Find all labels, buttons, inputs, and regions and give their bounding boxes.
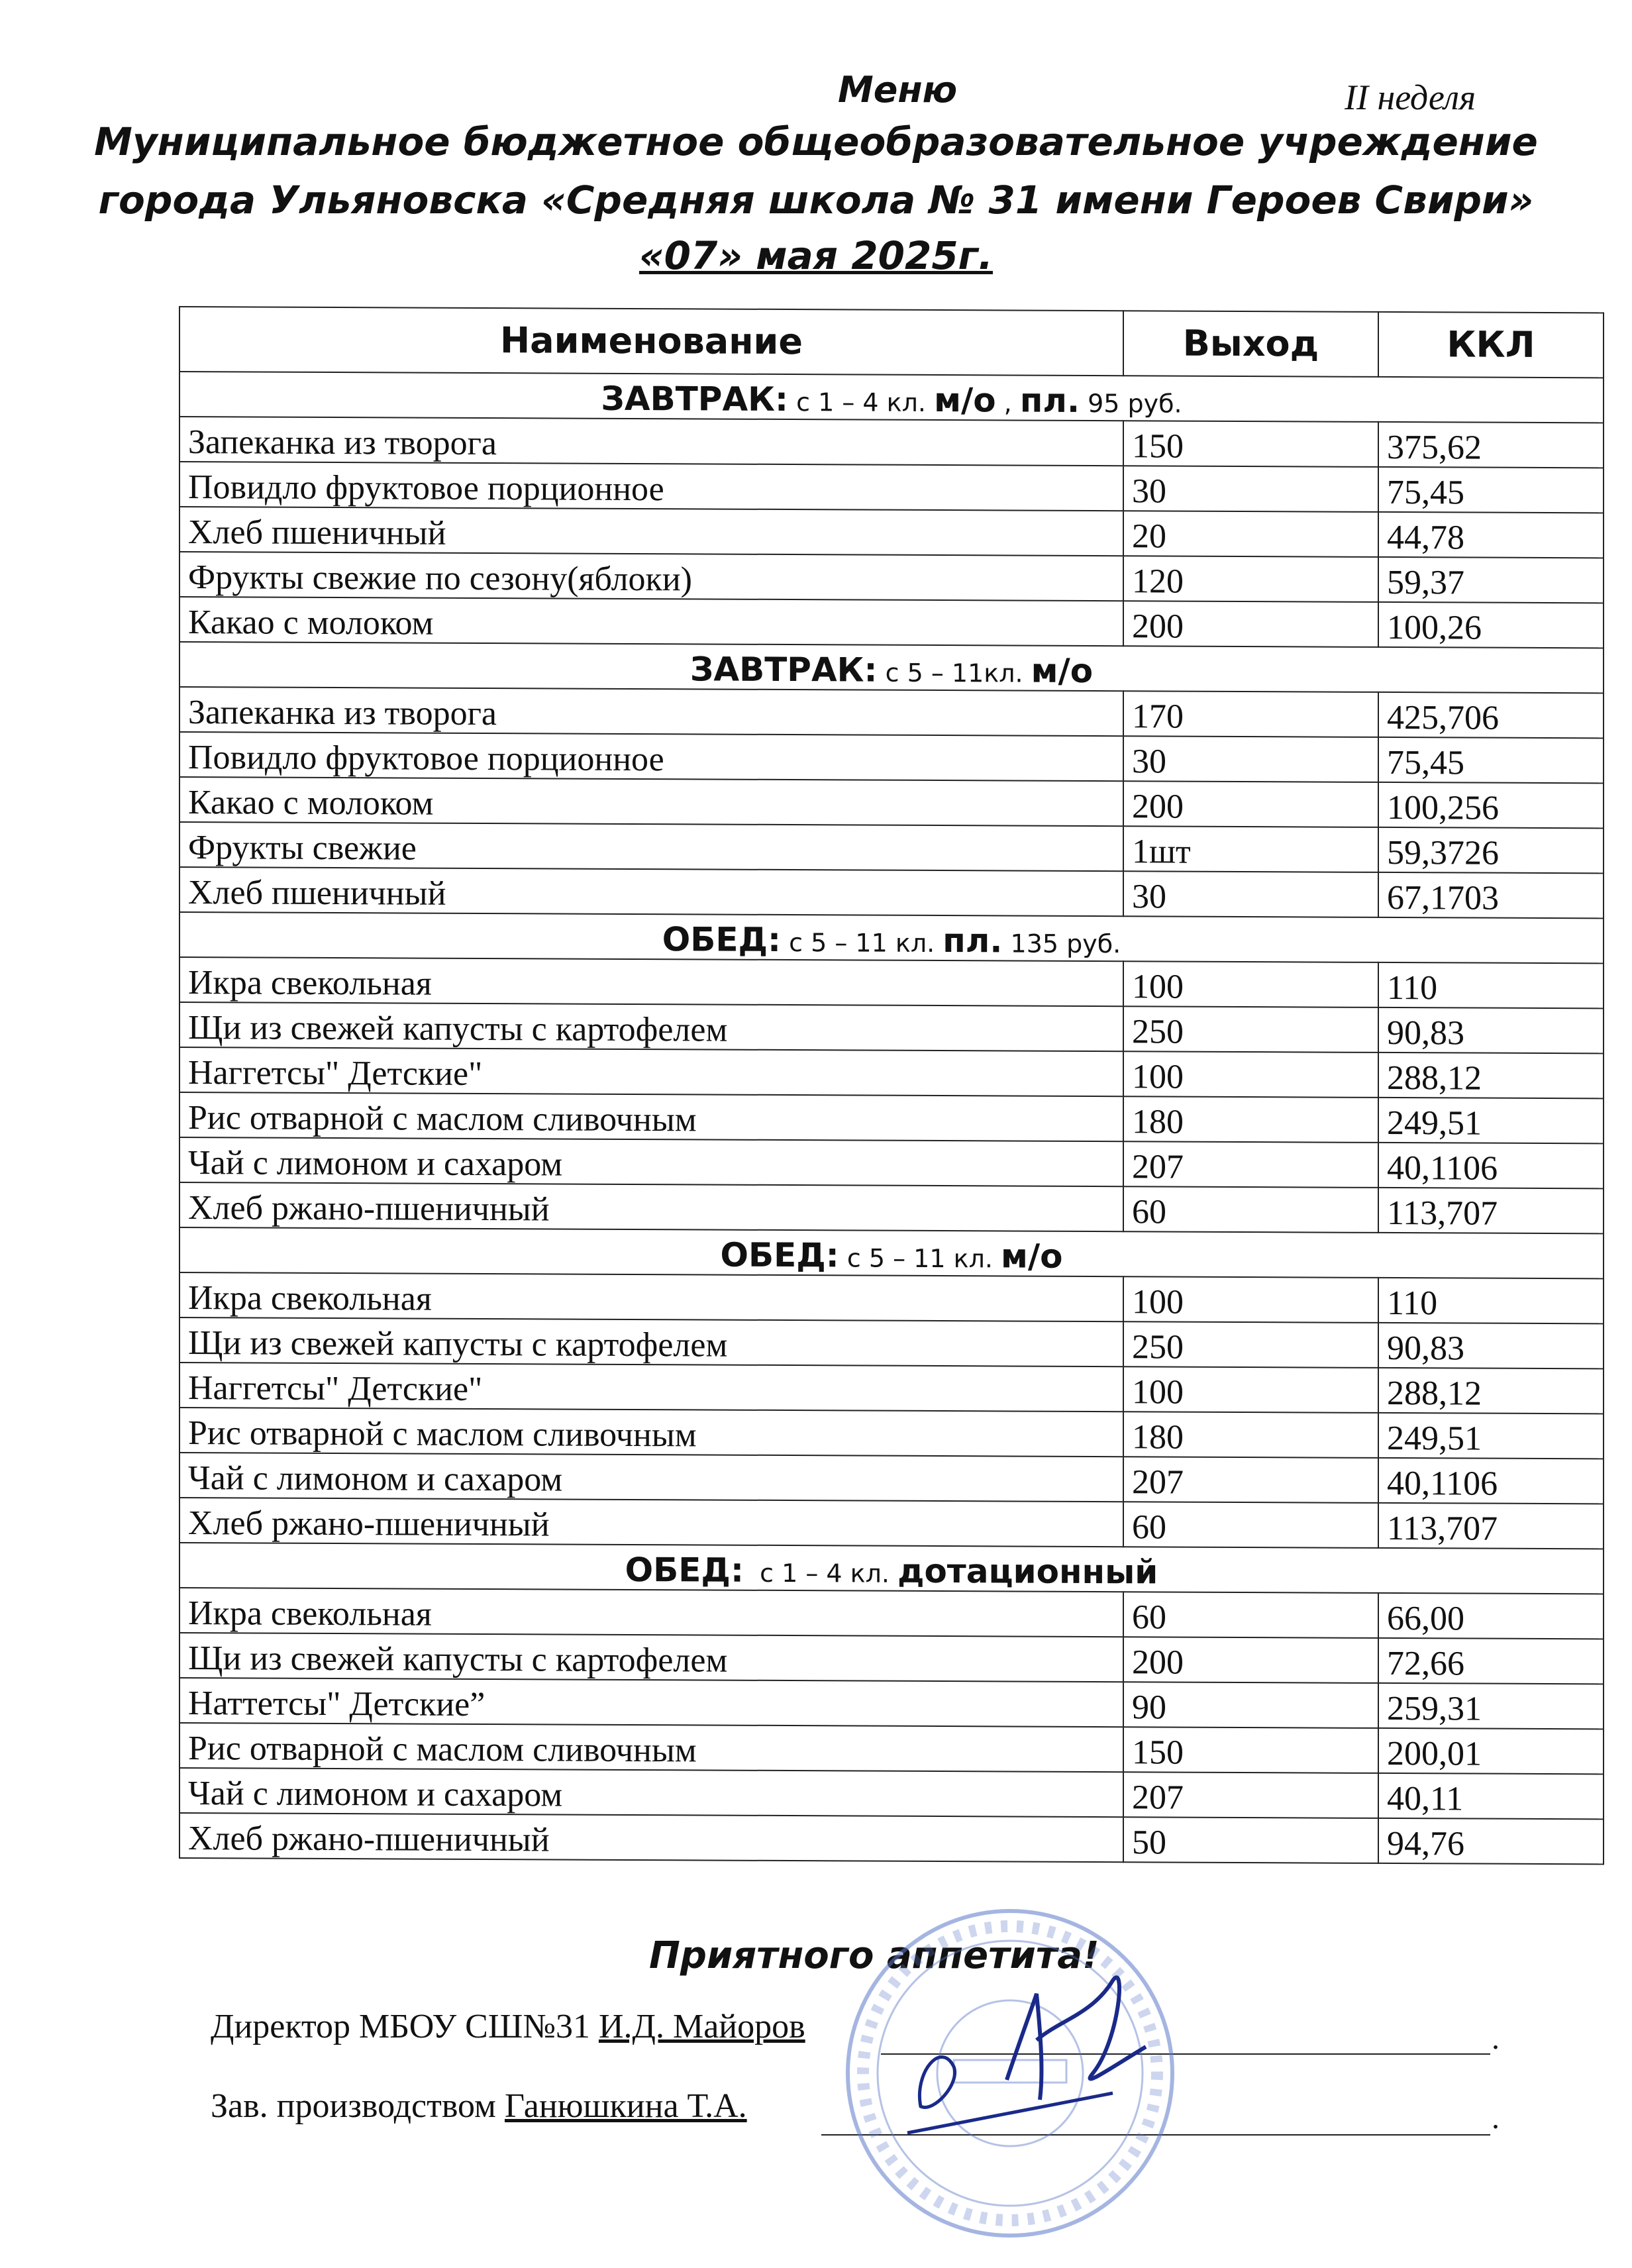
section-label: ЗАВТРАК: [601, 379, 789, 419]
menu-item-row [179, 1453, 1604, 1504]
column-header-output: Выход [1123, 311, 1378, 377]
section-meal-type-2: пл. [1019, 381, 1080, 420]
dish-name: Наггетсы" Детские" [179, 1363, 1123, 1412]
dish-output: 200 [1123, 781, 1378, 827]
section-label: ЗАВТРАК: [689, 650, 878, 690]
dish-kcal: 90,83 [1378, 1007, 1604, 1053]
section-price: 95 руб. [1079, 388, 1182, 419]
column-header-name: Наименование [179, 307, 1123, 376]
dish-output: 60 [1123, 1502, 1378, 1548]
dish-kcal: 72,66 [1378, 1638, 1604, 1684]
dish-name: Икра свекольная [179, 957, 1123, 1006]
section-header-row [179, 912, 1604, 963]
dish-kcal: 44,78 [1378, 512, 1604, 558]
dish-kcal: 59,3726 [1378, 827, 1604, 873]
dish-name: Какао с молоком [179, 597, 1123, 646]
dish-name: Запеканка из творога [179, 687, 1123, 736]
organization-line-1: Муниципальное бюджетное общеобразовательное учреждение [94, 119, 1538, 164]
dish-name: Щи из свежей капусты с картофелем [179, 1317, 1123, 1366]
dish-output: 207 [1123, 1772, 1378, 1818]
dish-name: Наттетсы" Детские” [179, 1678, 1123, 1727]
section-classes: с 5 – 11кл. [877, 658, 1031, 688]
dish-name: Хлеб ржано-пшеничный [179, 1498, 1123, 1547]
dish-name: Рис отварной с маслом сливочным [179, 1408, 1123, 1457]
table-header-row [179, 307, 1604, 378]
section-classes: с 1 – 4 кл. [788, 387, 935, 417]
dish-kcal: 40,1106 [1378, 1143, 1604, 1188]
section-label: ОБЕД: [720, 1235, 839, 1275]
menu-item-row [179, 1813, 1604, 1864]
dish-kcal: 113,707 [1378, 1503, 1604, 1549]
menu-item-row [179, 687, 1604, 738]
column-header-kcal: ККЛ [1378, 312, 1604, 378]
dish-name: Хлеб ржано-пшеничный [179, 1813, 1123, 1862]
section-header [179, 1543, 1604, 1594]
dish-kcal: 113,707 [1378, 1188, 1604, 1233]
menu-item-row [179, 597, 1604, 648]
dish-name: Икра свекольная [179, 1272, 1123, 1321]
menu-item-row [179, 1588, 1604, 1639]
dish-output: 100 [1123, 1366, 1378, 1413]
dish-name: Фрукты свежие по сезону(яблоки) [179, 552, 1123, 601]
menu-item-row [179, 1498, 1604, 1549]
section-header [179, 642, 1604, 693]
dish-output: 250 [1123, 1321, 1378, 1368]
section-classes: с 5 – 11 кл. [839, 1243, 1001, 1274]
menu-item-row [179, 957, 1604, 1008]
section-header [179, 912, 1604, 963]
organization-line-2: города Ульяновска «Средняя школа № 31 имени Героев Свири» [98, 178, 1534, 223]
menu-item-row [179, 552, 1604, 603]
dish-name: Рис отварной с маслом сливочным [179, 1723, 1123, 1772]
menu-item-row [179, 1137, 1604, 1188]
menu-item-row [179, 777, 1604, 828]
dish-kcal: 75,45 [1378, 737, 1604, 783]
section-meal-type: м/о [1031, 651, 1094, 690]
dish-kcal: 67,1703 [1378, 872, 1604, 918]
menu-item-row [179, 1408, 1604, 1459]
dish-kcal: 66,00 [1378, 1593, 1604, 1639]
director-signature-line [211, 2007, 805, 2046]
menu-item-row [179, 1047, 1604, 1098]
section-label: ОБЕД: [625, 1550, 744, 1590]
section-classes: с 1 – 4 кл. [743, 1558, 898, 1588]
director-name: И.Д. Майоров [598, 2008, 805, 2045]
dish-name: Икра свекольная [179, 1588, 1123, 1637]
dish-kcal: 59,37 [1378, 557, 1604, 603]
closing-wish: Приятного аппетита! [649, 1934, 1099, 1977]
dish-output: 150 [1123, 421, 1378, 467]
dish-kcal: 288,12 [1378, 1053, 1604, 1098]
dish-kcal: 90,83 [1378, 1323, 1604, 1368]
dish-output: 200 [1123, 601, 1378, 647]
dish-kcal: 259,31 [1378, 1683, 1604, 1729]
dish-name: Чай с лимоном и сахаром [179, 1137, 1123, 1186]
dish-name: Хлеб ржано-пшеничный [179, 1182, 1123, 1231]
section-meal-type: пл. [943, 921, 1003, 960]
dish-name: Запеканка из творога [179, 417, 1123, 466]
dish-kcal: 288,12 [1378, 1368, 1604, 1414]
manager-name: Ганюшкина Т.А. [504, 2087, 747, 2125]
menu-item-row [179, 1317, 1604, 1368]
dish-name: Какао с молоком [179, 777, 1123, 826]
menu-table-body [179, 372, 1604, 1864]
dish-output: 50 [1123, 1817, 1378, 1863]
section-header-row [179, 1227, 1604, 1278]
week-label: II неделя [1345, 77, 1476, 117]
section-header-row [179, 1543, 1604, 1594]
dish-output: 150 [1123, 1727, 1378, 1773]
manager-line-end: . [1492, 2100, 1500, 2136]
menu-date: «07» мая 2025г. [638, 233, 994, 278]
section-classes: с 5 – 11 кл. [781, 927, 943, 958]
dish-name: Повидло фруктовое порционное [179, 462, 1123, 511]
menu-item-row [179, 1363, 1604, 1414]
menu-item-row [179, 732, 1604, 783]
dish-kcal: 75,45 [1378, 467, 1604, 513]
dish-output: 1шт [1123, 826, 1378, 872]
menu-item-row [179, 1678, 1604, 1729]
dish-kcal: 425,706 [1378, 692, 1604, 738]
section-meal-type: м/о [934, 380, 996, 420]
manager-signature-line [211, 2087, 747, 2126]
dish-kcal: 110 [1378, 1278, 1604, 1323]
dish-output: 30 [1123, 871, 1378, 917]
dish-output: 100 [1123, 1276, 1378, 1323]
menu-item-row [179, 417, 1604, 468]
dish-name: Чай с лимоном и сахаром [179, 1768, 1123, 1817]
dish-name: Щи из свежей капусты с картофелем [179, 1002, 1123, 1051]
dish-kcal: 110 [1378, 962, 1604, 1008]
menu-item-row [179, 867, 1604, 918]
dish-output: 170 [1123, 691, 1378, 737]
menu-item-row [179, 1633, 1604, 1684]
menu-item-row [179, 1768, 1604, 1819]
dish-kcal: 40,11 [1378, 1773, 1604, 1819]
dish-output: 120 [1123, 556, 1378, 602]
section-header [179, 372, 1604, 423]
section-header-row [179, 372, 1604, 423]
dish-output: 200 [1123, 1637, 1378, 1683]
dish-output: 100 [1123, 1051, 1378, 1098]
dish-kcal: 249,51 [1378, 1098, 1604, 1143]
dish-output: 207 [1123, 1141, 1378, 1188]
section-meal-type: м/о [1001, 1237, 1063, 1276]
dish-output: 20 [1123, 511, 1378, 557]
menu-item-row [179, 1182, 1604, 1233]
section-price: 135 руб. [1002, 929, 1121, 959]
menu-item-row [179, 1002, 1604, 1053]
dish-kcal: 100,256 [1378, 782, 1604, 828]
dish-output: 180 [1123, 1412, 1378, 1458]
section-meal-type: дотационный [897, 1551, 1158, 1592]
dish-name: Хлеб пшеничный [179, 507, 1123, 556]
dish-output: 30 [1123, 736, 1378, 782]
menu-table [179, 306, 1604, 1865]
dish-name: Фрукты свежие [179, 822, 1123, 871]
dish-kcal: 200,01 [1378, 1728, 1604, 1774]
dish-kcal: 100,26 [1378, 602, 1604, 648]
menu-item-row [179, 1723, 1604, 1774]
dish-name: Повидло фруктовое порционное [179, 732, 1123, 781]
dish-output: 30 [1123, 466, 1378, 512]
dish-output: 180 [1123, 1096, 1378, 1143]
section-header-row [179, 642, 1604, 693]
director-line-end: . [1492, 2021, 1500, 2056]
menu-item-row [179, 462, 1604, 513]
section-label: ОБЕД: [662, 919, 782, 959]
dish-output: 60 [1123, 1592, 1378, 1638]
section-header [179, 1227, 1604, 1278]
menu-item-row [179, 507, 1604, 558]
director-title: Директор МБОУ СШ№31 [211, 2008, 599, 2045]
menu-item-row [179, 822, 1604, 873]
dish-kcal: 375,62 [1378, 422, 1604, 468]
dish-output: 250 [1123, 1006, 1378, 1053]
dish-kcal: 249,51 [1378, 1413, 1604, 1459]
dish-name: Чай с лимоном и сахаром [179, 1453, 1123, 1502]
menu-item-row [179, 1092, 1604, 1143]
dish-output: 207 [1123, 1457, 1378, 1503]
dish-output: 90 [1123, 1682, 1378, 1728]
dish-name: Наггетсы" Детские" [179, 1047, 1123, 1096]
menu-item-row [179, 1272, 1604, 1323]
manager-title: Зав. производством [211, 2087, 505, 2125]
dish-kcal: 40,1106 [1378, 1458, 1604, 1504]
handwritten-signature [894, 1941, 1172, 2153]
dish-name: Рис отварной с маслом сливочным [179, 1092, 1123, 1141]
dish-kcal: 94,76 [1378, 1818, 1604, 1864]
section-separator: , [995, 388, 1020, 418]
dish-output: 100 [1123, 961, 1378, 1007]
dish-name: Хлеб пшеничный [179, 867, 1123, 916]
menu-title: Меню [838, 69, 958, 111]
dish-name: Щи из свежей капусты с картофелем [179, 1633, 1123, 1682]
dish-output: 60 [1123, 1186, 1378, 1233]
